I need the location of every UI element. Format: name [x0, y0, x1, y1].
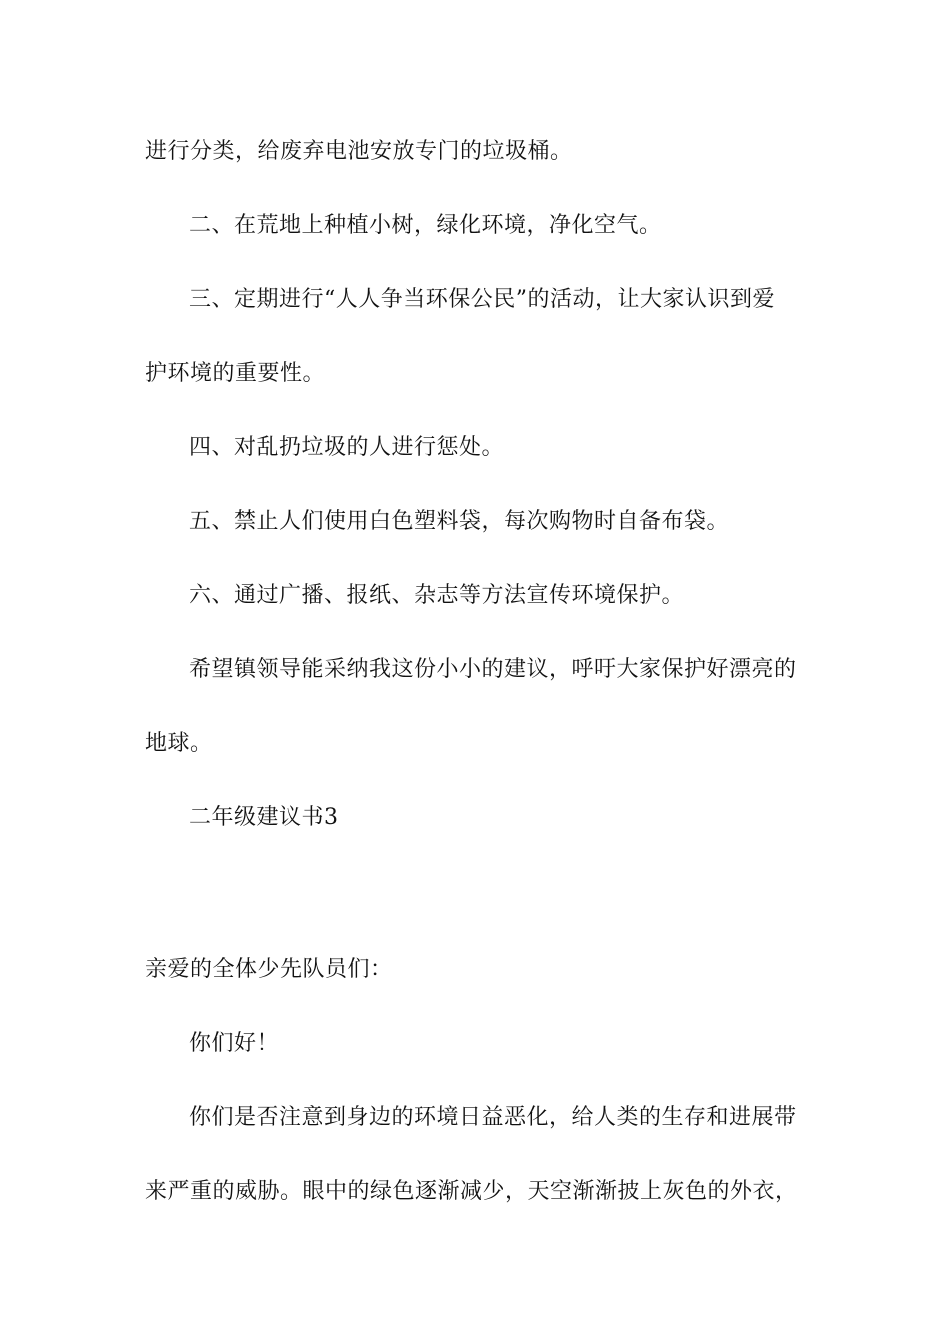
body-text-line: 三、定期进行“人人争当环保公民”的活动，让大家认识到爱 — [189, 287, 775, 312]
body-text-line: 地球。 — [145, 731, 213, 756]
body-text-line: 五、禁止人们使用白色塑料袋，每次购物时自备布袋。 — [189, 509, 730, 534]
body-text-line: 六、通过广播、报纸、杂志等方法宣传环境保护。 — [189, 583, 685, 608]
body-text-line: 来严重的威胁。眼中的绿色逐渐减少，天空渐渐披上灰色的外衣， — [145, 1179, 798, 1204]
salutation: 亲爱的全体少先队员们： — [145, 957, 393, 982]
body-text-line: 希望镇领导能采纳我这份小小的建议，呼吁大家保护好漂亮的 — [189, 657, 797, 682]
section-heading: 二年级建议书3 — [189, 805, 339, 830]
body-text-line: 二、在荒地上种植小树，绿化环境，净化空气。 — [189, 213, 662, 238]
body-text-line: 进行分类，给废弃电池安放专门的垃圾桶。 — [145, 139, 573, 164]
body-text-line: 你们是否注意到身边的环境日益恶化，给人类的生存和进展带 — [189, 1105, 797, 1130]
greeting: 你们好！ — [189, 1031, 280, 1056]
body-text-line: 四、对乱扔垃圾的人进行惩处。 — [189, 435, 505, 460]
body-text-line: 护环境的重要性。 — [145, 361, 326, 386]
